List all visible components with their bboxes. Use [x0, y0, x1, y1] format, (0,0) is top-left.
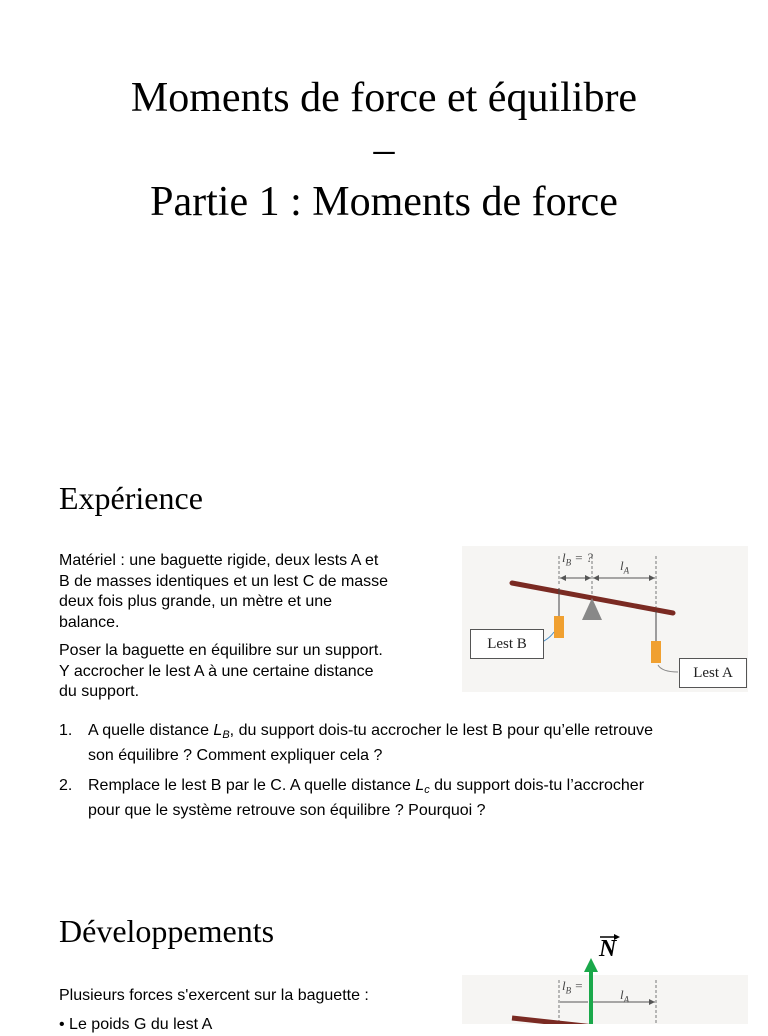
lever-figure [462, 546, 748, 692]
lest-a-box: Lest A [679, 658, 747, 688]
experience-description [59, 551, 439, 711]
lb-arrow-right [585, 575, 591, 581]
questions-list [59, 721, 739, 821]
la-label: $l_A$ [620, 558, 630, 576]
title-line-2: Partie 1 : Moments de force [150, 179, 618, 225]
la-arrow-right [649, 575, 655, 581]
lest-a-callout [658, 665, 678, 672]
question-2: 2. Remplace le lest B par le C. A quelle distance $L_c$ du support dois-tu l’accrocher pour que le système retrouve son équilibre ? Pourquoi ? [59, 777, 645, 819]
experience-heading: Expérience [59, 480, 203, 516]
lest-b-box: Lest B [470, 629, 544, 659]
developpements-intro: Plusieurs forces s'exercent sur la baguette : [59, 987, 369, 1004]
lest-b-weight [554, 616, 564, 638]
question-1: 1. A quelle distance $L_B$, du support dois-tu accrocher le lest B pour qu’elle retrouve son équilibre ? Comment expliquer cela ? [59, 722, 654, 764]
normal-force-label: N [599, 936, 617, 962]
la-label-2: $l_A$ [620, 987, 630, 1005]
questions-block [59, 721, 739, 831]
instructions-paragraph: Poser la baguette en équilibre sur un support. Y accrocher le lest A à une certaine distance du support. [59, 642, 383, 700]
materiel-paragraph: Matériel : une baguette rigide, deux lests A et B de masses identiques et un lest C de masse deux fois plus grande, un mètre et une balance. [59, 552, 389, 631]
rod-2 [512, 1018, 622, 1024]
forces-figure [462, 930, 748, 1024]
lb-label: $l_B$ = ? [562, 550, 593, 568]
slide-title [0, 72, 768, 228]
developpements-bullet-partial: • Le poids G du lest A [59, 1016, 213, 1033]
developpements-heading: Développements [59, 913, 275, 949]
title-dash: – [373, 127, 395, 173]
lb-arrow-left [560, 575, 566, 581]
title-line-1: Moments de force et équilibre [130, 75, 638, 121]
la-arrow-left [593, 575, 599, 581]
lest-a-weight [651, 641, 661, 663]
normal-force-arrowhead [584, 958, 598, 972]
lb-label-2: $l_B$ = [562, 978, 584, 996]
